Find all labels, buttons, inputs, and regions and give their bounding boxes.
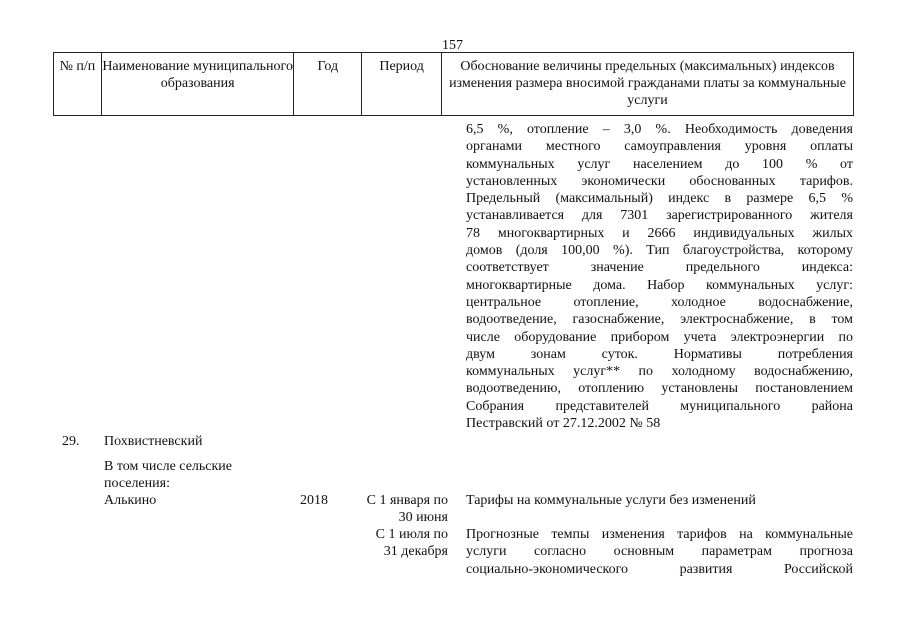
text-line: водоотведению, отоплению установлены постановлением [466,381,853,397]
text-line: центральное отопление, холодное водоснабжение, [466,294,853,310]
text-line: многоквартирные дома. Набор коммунальных услуг: [466,277,853,293]
text-line: 78 многоквартирных и 2666 индивидуальных жилых [466,225,853,241]
continuation-text [466,121,853,432]
text-line: двум зонам суток. Нормативы потребления [466,346,853,362]
text-line: органами местного самоуправления уровня оплаты [466,139,853,155]
basis-second-half [466,526,853,578]
text-line: соответствует значение предельного индекса: [466,260,853,276]
text-line: домов (доля 100,00 %). Тип благоустройства, которому [466,243,853,259]
header-number: № п/п [54,53,102,115]
text-line: коммунальных услуг** по холодному водоснабжению, [466,364,853,380]
period-second-half: С 1 июля по 31 декабря [375,527,448,559]
period-first-half: С 1 января по 30 июня [366,493,448,525]
text-line: устанавливается для 7301 зарегистрированного жителя [466,208,853,224]
year-value: 2018 [300,493,328,508]
settlement-name: Алькино [104,493,157,508]
page-number: 157 [442,38,463,53]
text-line: Прогнозные темпы изменения тарифов на коммунальные [466,527,853,542]
row-number: 29. [62,434,80,449]
table-header [53,52,854,116]
text-line: 6,5 %, отопление – 3,0 %. Необходимость доведения [466,122,853,137]
subheading: В том числе сельские поселения: [104,459,233,491]
text-line: социально-экономического развития Российской [466,561,853,577]
text-line: Предельный (максимальный) индекс в размере 6,5 % [466,191,853,207]
text-line: Тарифы на коммунальные услуги без изменений [466,493,756,508]
text-line: Пестравский от 27.12.2002 № 58 [466,416,661,432]
header-basis: Обоснование величины предельных (максимальных) индексов изменения размера вносимой гражданами платы за коммунальные услуги [449,59,846,108]
header-year: Год [294,53,362,115]
text-line: числе оборудование прибором учета электроэнергии по [466,329,853,345]
text-line: установленных экономически обоснованных тарифов. [466,173,853,189]
header-municipality: Наименование муниципального образования [102,53,295,115]
text-line: водоотведение, газоснабжение, электроснабжение, в том [466,312,853,328]
municipality-name: Похвистневский [104,434,203,449]
basis-first-half [466,492,853,509]
text-line: Собрания представителей муниципального района [466,398,853,414]
text-line: услуги согласно основным параметрам прогноза [466,544,853,560]
header-period: Период [362,53,442,115]
text-line: коммунальных услуг населением до 100 % от [466,156,853,172]
